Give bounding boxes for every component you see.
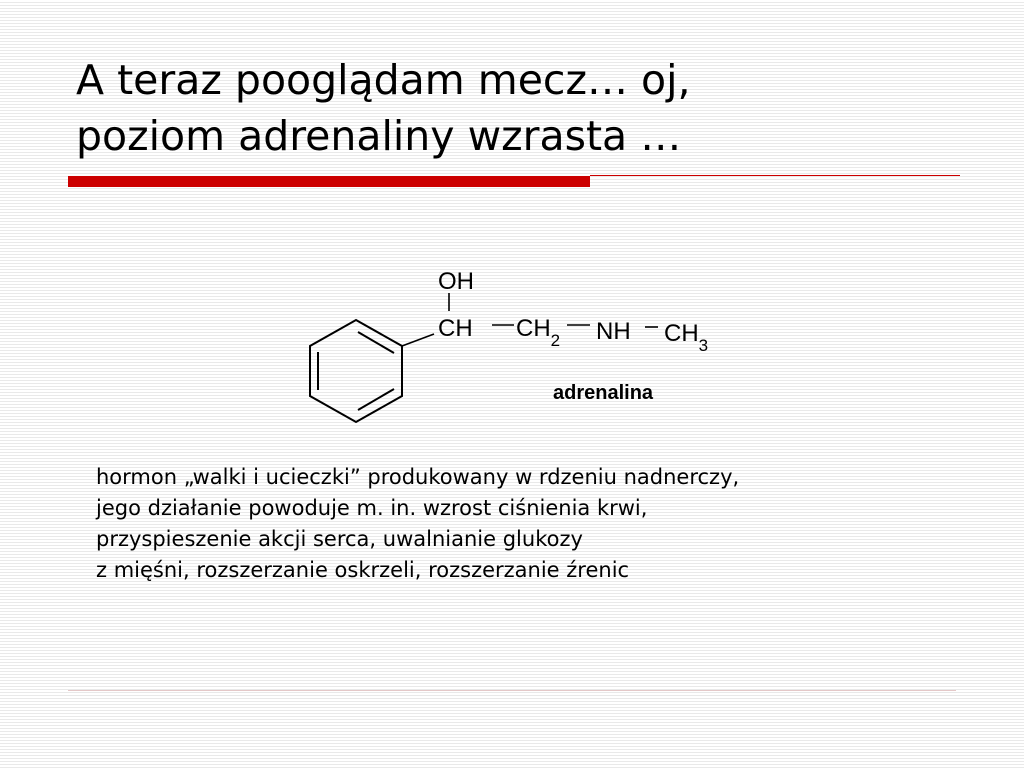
ch2-label (516, 315, 560, 350)
title-line-1: A teraz pooglądam mecz… oj, (76, 56, 691, 104)
ch3-subscript: 3 (698, 336, 709, 355)
slide-title (76, 52, 976, 164)
ch2-subscript: 2 (550, 331, 561, 350)
ch3-label (664, 320, 708, 355)
description-line-3: przyspieszenie akcji serca, uwalnianie glukozy (96, 527, 583, 551)
benzene-ring (310, 320, 402, 422)
adrenaline-structure (290, 255, 740, 425)
description-line-4: z mięśni, rozszerzanie oskrzeli, rozszerzanie źrenic (96, 558, 630, 582)
title-line-2: poziom adrenaliny wzrasta … (76, 112, 682, 160)
ch-label: CH (438, 315, 473, 342)
oh-label: OH (438, 268, 474, 295)
nh-label: NH (596, 318, 631, 345)
ch3-main: CH (664, 320, 699, 347)
ch2-main: CH (516, 315, 551, 342)
ring-to-ch-bond (402, 334, 434, 346)
title-underline-bar (68, 176, 590, 187)
description-line-2: jego działanie powoduje m. in. wzrost ciśnienia krwi, (96, 496, 648, 520)
title-underline-line (590, 175, 960, 176)
compound-name: adrenalina (553, 382, 654, 404)
description-line-1: hormon „walki i ucieczki” produkowany w rdzeniu nadnerczy, (96, 465, 740, 489)
footer-divider (68, 690, 956, 691)
hormone-description (96, 462, 956, 586)
